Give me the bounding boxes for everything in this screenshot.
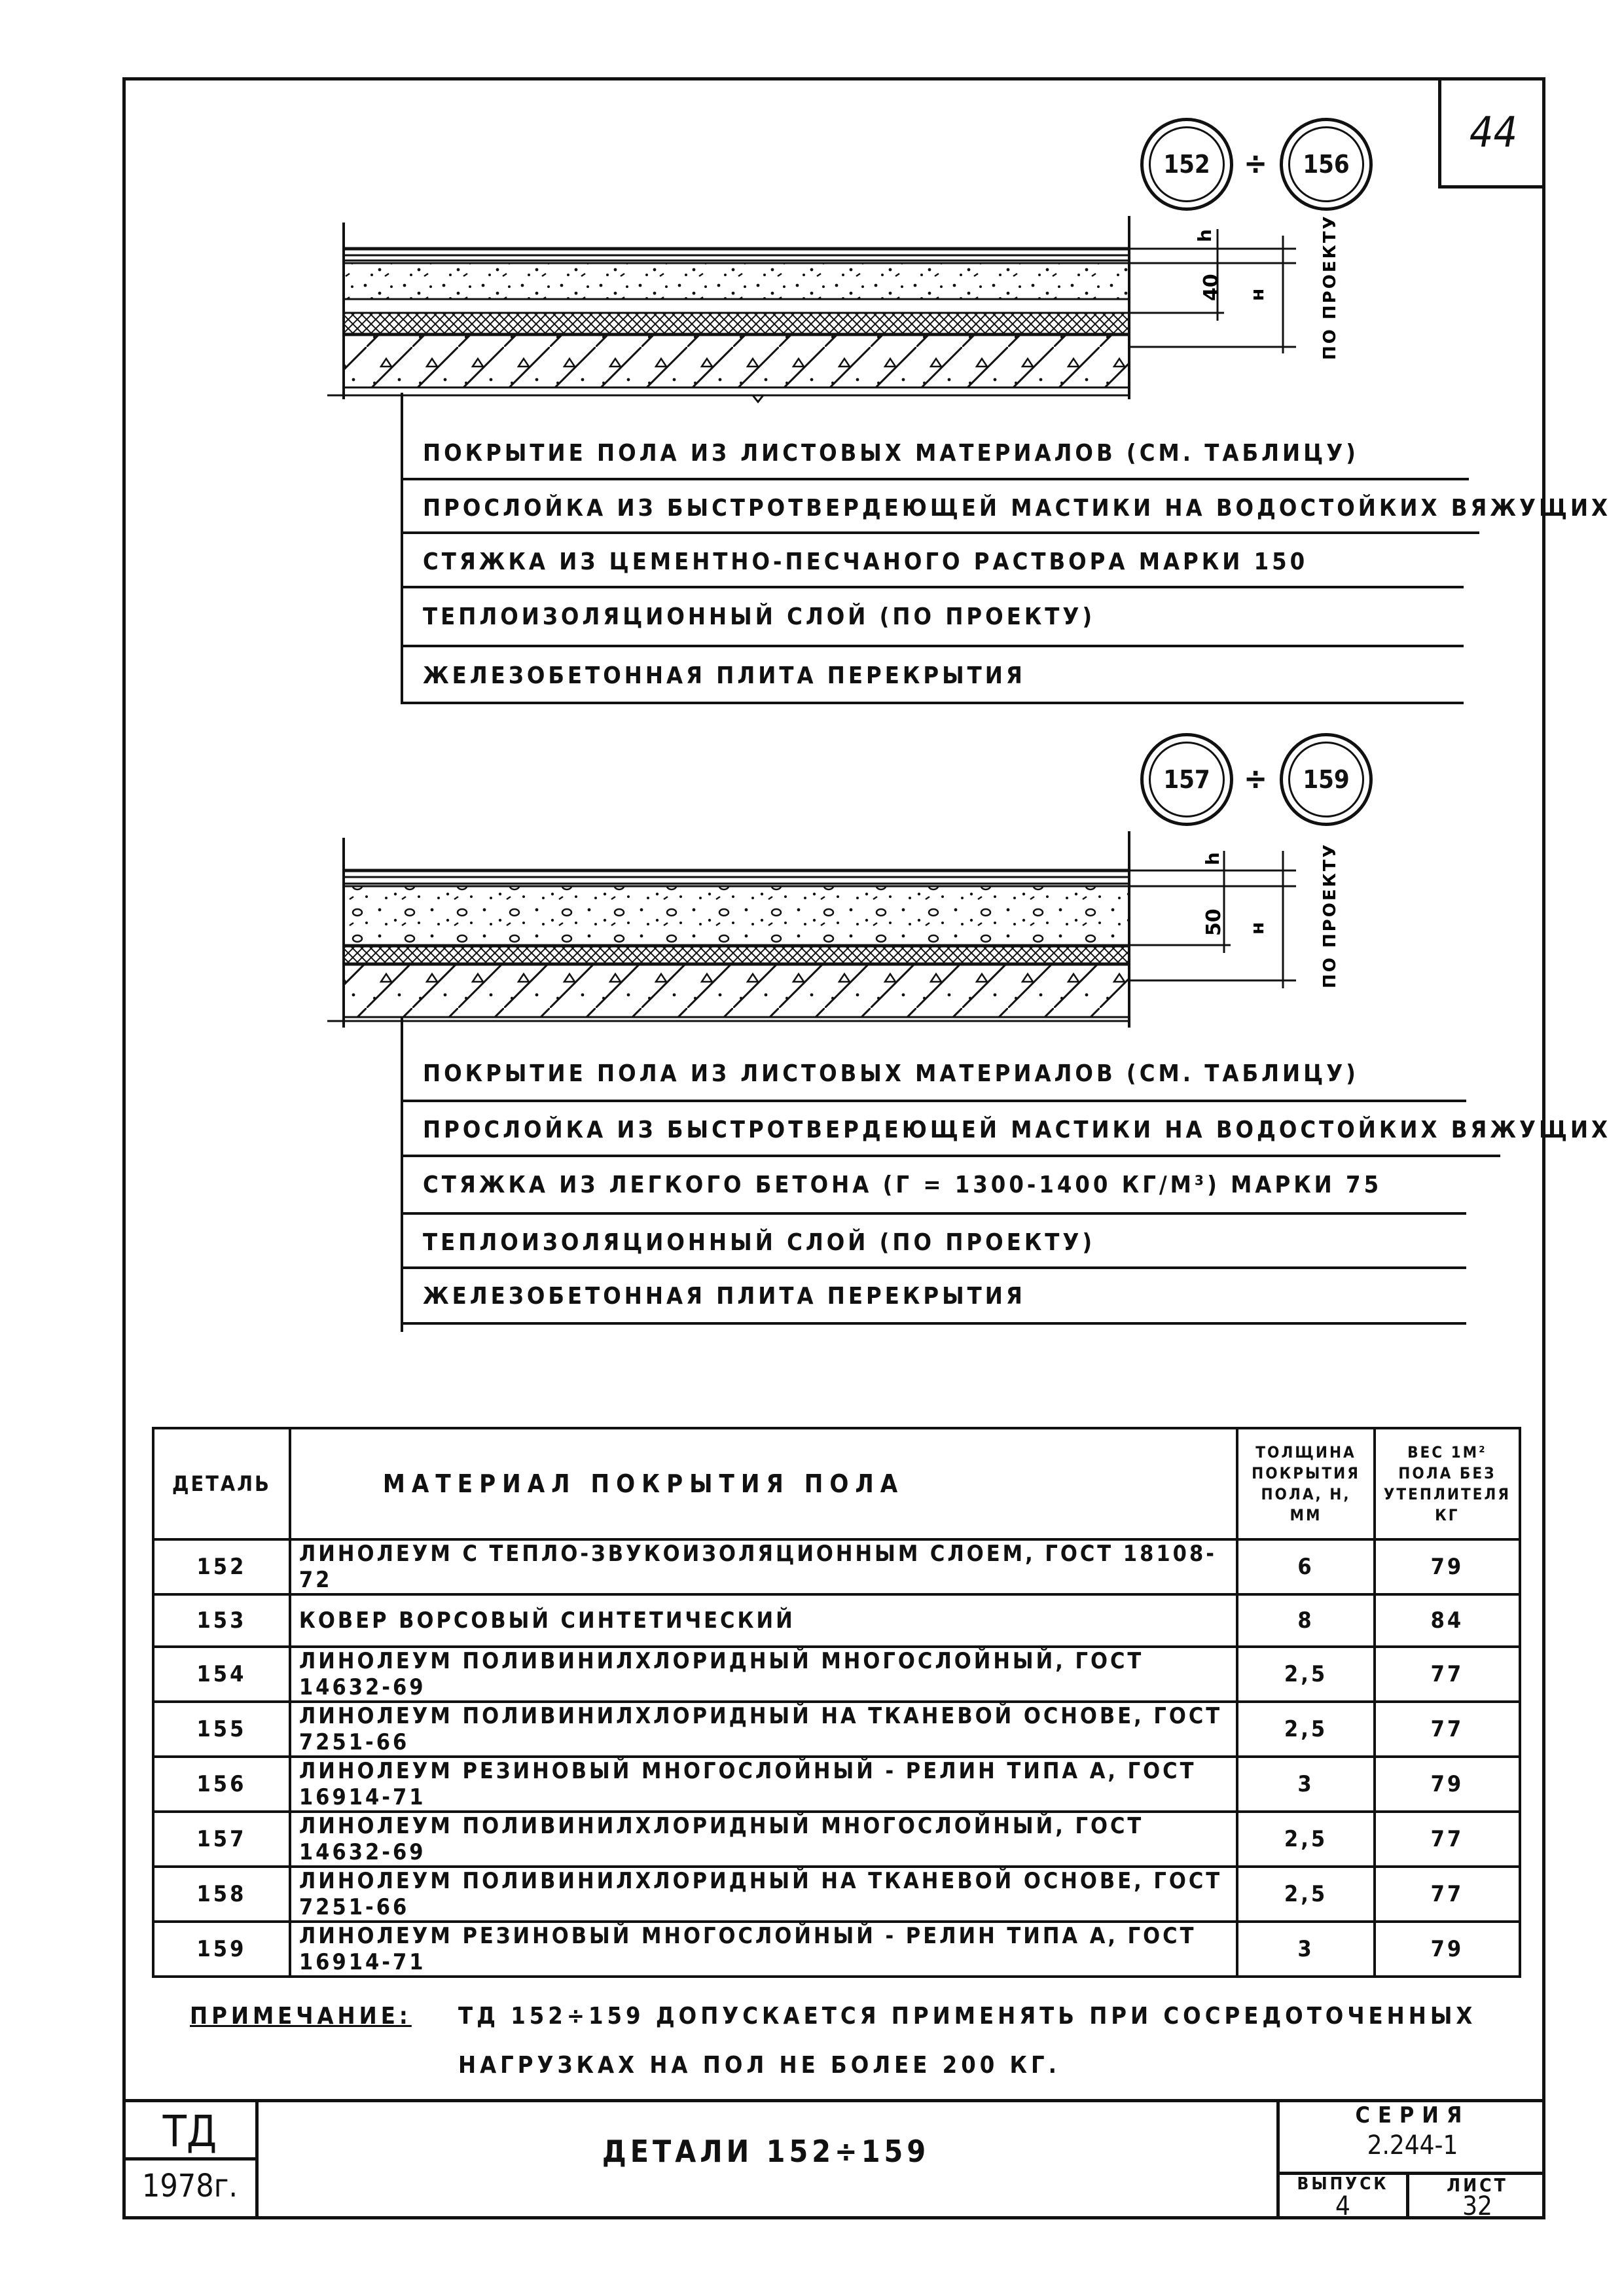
- section1-layer-2: ПРОСЛОЙКА ИЗ БЫСТРОТВЕРДЕЮЩЕЙ МАСТИКИ НА ВОДОСТОЙКИХ ВЯЖУЩИХ: [423, 495, 1612, 522]
- section2-layer-5: ЖЕЛЕЗОБЕТОННАЯ ПЛИТА ПЕРЕКРЫТИЯ: [423, 1283, 1026, 1310]
- issue-label: ВЫПУСК: [1297, 2174, 1389, 2194]
- section2-layer-2: ПРОСЛОЙКА ИЗ БЫСТРОТВЕРДЕЮЩЕЙ МАСТИКИ НА ВОДОСТОЙКИХ ВЯЖУЩИХ: [423, 1117, 1612, 1143]
- dim-total-label: н: [1246, 922, 1268, 935]
- series-label: СЕРИЯ: [1355, 2102, 1470, 2128]
- section1-layer-5: ЖЕЛЕЗОБЕТОННАЯ ПЛИТА ПЕРЕКРЫТИЯ: [423, 662, 1026, 689]
- section1-layer-1: ПОКРЫТИЕ ПОЛА ИЗ ЛИСТОВЫХ МАТЕРИАЛОВ (СМ. ТАБЛИЦУ): [423, 440, 1359, 467]
- td-label: ТД: [162, 2106, 217, 2157]
- col-header-detail: ДЕТАЛЬ: [153, 1428, 290, 1539]
- series-value: 2.244-1: [1367, 2130, 1458, 2161]
- sheet-label: ЛИСТ: [1447, 2174, 1508, 2196]
- col-header-weight: ВЕС 1М² ПОЛА БЕЗ УТЕПЛИТЕЛЯ КГ: [1375, 1428, 1520, 1539]
- detail-marker-to: 159: [1280, 733, 1373, 826]
- table-row: 158 ЛИНОЛЕУМ ПОЛИВИНИЛХЛОРИДНЫЙ НА ТКАНЕВОЙ ОСНОВЕ, ГОСТ 7251-66 2,5 77: [153, 1867, 1520, 1922]
- year-label: 1978г.: [141, 2168, 238, 2204]
- sheet-number: 44: [1438, 77, 1545, 188]
- table-row: 152 ЛИНОЛЕУМ С ТЕПЛО-ЗВУКОИЗОЛЯЦИОННЫМ СЛОЕМ, ГОСТ 18108-72 6 79: [153, 1539, 1520, 1594]
- table-row: 156 ЛИНОЛЕУМ РЕЗИНОВЫЙ МНОГОСЛОЙНЫЙ - РЕЛИН ТИПА А, ГОСТ 16914-71 3 79: [153, 1757, 1520, 1812]
- table-row: 155 ЛИНОЛЕУМ ПОЛИВИНИЛХЛОРИДНЫЙ НА ТКАНЕВОЙ ОСНОВЕ, ГОСТ 7251-66 2,5 77: [153, 1702, 1520, 1757]
- issue-value: 4: [1335, 2191, 1350, 2221]
- leader-line-1: [401, 393, 403, 704]
- range-sign: ÷: [1244, 145, 1268, 182]
- note-label: ПРИМЕЧАНИЕ:: [190, 2003, 412, 2030]
- detail-marker-from: 157: [1140, 733, 1233, 826]
- table-row: 157 ЛИНОЛЕУМ ПОЛИВИНИЛХЛОРИДНЫЙ МНОГОСЛОЙНЫЙ, ГОСТ 14632-69 2,5 77: [153, 1812, 1520, 1867]
- dim-project-label: ПО ПРОЕКТУ: [1320, 214, 1340, 360]
- note-line-2: НАГРУЗКАХ НА ПОЛ НЕ БОЛЕЕ 200 КГ.: [458, 2052, 1060, 2079]
- section1-layer-3: СТЯЖКА ИЗ ЦЕМЕНТНО-ПЕСЧАНОГО РАСТВОРА МАРКИ 150: [423, 548, 1308, 575]
- note-line-1: ТД 152÷159 ДОПУСКАЕТСЯ ПРИМЕНЯТЬ ПРИ СОСРЕДОТОЧЕННЫХ: [458, 2003, 1477, 2030]
- col-header-material: МАТЕРИАЛ ПОКРЫТИЯ ПОЛА: [290, 1428, 1237, 1539]
- dim-thickness-label: 40: [1200, 274, 1223, 301]
- dim-project-label: ПО ПРОЕКТУ: [1320, 842, 1340, 988]
- floor-section-1-drawing: [321, 209, 1368, 412]
- title: ДЕТАЛИ 152÷159: [602, 2134, 930, 2169]
- dim-h-label: h: [1194, 229, 1216, 242]
- table-row: 159 ЛИНОЛЕУМ РЕЗИНОВЫЙ МНОГОСЛОЙНЫЙ - РЕЛИН ТИПА А, ГОСТ 16914-71 3 79: [153, 1922, 1520, 1977]
- section1-layer-4: ТЕПЛОИЗОЛЯЦИОННЫЙ СЛОЙ (ПО ПРОЕКТУ): [423, 603, 1096, 630]
- floor-section-2-drawing: [321, 825, 1368, 1041]
- range-sign: ÷: [1244, 761, 1268, 797]
- detail-marker-to: 156: [1280, 118, 1373, 211]
- dim-thickness-label: 50: [1202, 908, 1225, 936]
- section2-layer-1: ПОКРЫТИЕ ПОЛА ИЗ ЛИСТОВЫХ МАТЕРИАЛОВ (СМ. ТАБЛИЦУ): [423, 1060, 1359, 1087]
- table-row: 153 КОВЕР ВОРСОВЫЙ СИНТЕТИЧЕСКИЙ 8 84: [153, 1594, 1520, 1647]
- section2-layer-4: ТЕПЛОИЗОЛЯЦИОННЫЙ СЛОЙ (ПО ПРОЕКТУ): [423, 1229, 1096, 1256]
- detail-marker-from: 152: [1140, 118, 1233, 211]
- sheet-value: 32: [1462, 2191, 1492, 2221]
- dim-total-label: н: [1246, 288, 1268, 301]
- col-header-thickness: ТОЛЩИНА ПОКРЫТИЯ ПОЛА, H, ММ: [1237, 1428, 1374, 1539]
- leader-line-2: [401, 1018, 403, 1332]
- section2-layer-3: СТЯЖКА ИЗ ЛЕГКОГО БЕТОНА (Γ = 1300-1400 КГ/М³) МАРКИ 75: [423, 1172, 1382, 1198]
- table-row: 154 ЛИНОЛЕУМ ПОЛИВИНИЛХЛОРИДНЫЙ МНОГОСЛОЙНЫЙ, ГОСТ 14632-69 2,5 77: [153, 1647, 1520, 1702]
- materials-table: [152, 1427, 1521, 1978]
- dim-h-label: h: [1202, 852, 1223, 865]
